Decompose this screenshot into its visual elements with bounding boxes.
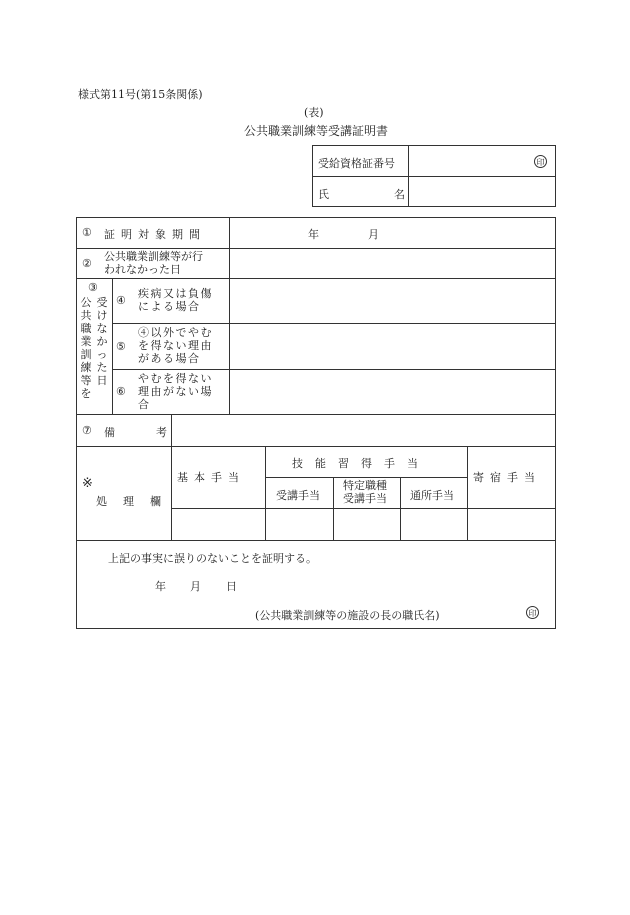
row-line: [76, 414, 556, 415]
group-char: 公: [80, 296, 92, 309]
row4-number: ④: [116, 294, 126, 307]
row1-month: 月: [368, 228, 379, 241]
row6-label-line1: やむを得ない: [138, 372, 213, 385]
skill-allowance-header: 技能習得手当: [292, 457, 430, 470]
group-char: 等: [80, 374, 92, 387]
footer-year: 年: [155, 580, 166, 593]
row5-label: [138, 326, 213, 365]
row2-label-line1: 公共職業訓練等が行: [104, 250, 203, 263]
row-line: [265, 477, 467, 478]
special-allowance-header: [343, 479, 387, 505]
group-char: 業: [80, 335, 92, 348]
group-char: 職: [80, 322, 92, 335]
name-label-left: 氏: [318, 188, 329, 201]
row1-year: 年: [308, 228, 319, 241]
processing-mark: ※: [82, 476, 93, 491]
row-line: [76, 446, 556, 447]
name-field[interactable]: [409, 178, 555, 206]
row4-label-line2: による場合: [138, 300, 201, 313]
row-line: [112, 323, 556, 324]
row-line: [76, 248, 556, 249]
group-col-left: [80, 296, 92, 400]
id-box-divider: [312, 176, 556, 177]
cert-number-label: 受給資格証番号: [318, 157, 395, 170]
document-title: 公共職業訓練等受講証明書: [244, 124, 389, 138]
seal-icon: 印: [526, 606, 539, 619]
row2-label-line2: われなかった日: [104, 263, 181, 276]
lodging-allowance-cell[interactable]: [469, 510, 555, 539]
row5-number: ⑤: [116, 340, 126, 353]
row5-label-line1: ④以外でやむ: [138, 326, 213, 339]
row5-label-line2: を得ない理由: [138, 339, 213, 352]
certification-statement: 上記の事実に誤りのないことを証明する。: [108, 552, 317, 565]
special-allowance-line2: 受講手当: [343, 492, 387, 505]
row1-number: ①: [82, 226, 92, 239]
justified-reason-field[interactable]: [231, 325, 555, 368]
group-char: け: [96, 309, 108, 322]
commute-allowance-cell[interactable]: [402, 510, 466, 539]
row5-label-line3: がある場合: [138, 352, 201, 365]
group-char: か: [96, 335, 108, 348]
footer-month: 月: [190, 580, 201, 593]
col-line: [229, 217, 230, 414]
row6-label: [138, 372, 213, 411]
lecture-allowance-cell[interactable]: [267, 510, 332, 539]
footer-day: 日: [226, 580, 237, 593]
col-line: [400, 477, 401, 540]
commute-allowance-header: 通所手当: [410, 489, 454, 502]
form-number: 様式第11号(第15条関係): [78, 88, 203, 101]
processing-label: 処理欄: [96, 495, 177, 508]
group-char: 日: [96, 374, 108, 387]
period-field[interactable]: [231, 219, 555, 247]
basic-allowance-cell[interactable]: [173, 510, 264, 539]
col-line: [333, 477, 334, 540]
row4-label: [138, 287, 213, 313]
row-line: [171, 508, 556, 509]
group-char: を: [80, 387, 92, 400]
group-char: な: [96, 322, 108, 335]
row2-label: [104, 250, 203, 276]
col-line: [112, 278, 113, 414]
special-allowance-line1: 特定職種: [343, 479, 387, 492]
no-training-days-field[interactable]: [231, 250, 555, 277]
row6-label-line3: 合: [138, 398, 151, 411]
group-char: 練: [80, 361, 92, 374]
row7-label-right: 考: [156, 426, 167, 439]
special-allowance-cell[interactable]: [335, 510, 399, 539]
name-label-right: 名: [394, 188, 405, 201]
col-line: [171, 414, 172, 540]
row4-label-line1: 疾病又は負傷: [138, 287, 213, 300]
col-line: [467, 446, 468, 540]
seal-icon: 印: [534, 155, 547, 168]
lodging-allowance-header: 寄宿手当: [473, 471, 541, 484]
row-line: [76, 278, 556, 279]
group-char: っ: [96, 348, 108, 361]
row6-number: ⑥: [116, 385, 126, 398]
side-indicator: (表): [304, 106, 324, 119]
group-char: 訓: [80, 348, 92, 361]
row2-number: ②: [82, 257, 92, 270]
signatory-label: (公共職業訓練等の施設の長の職氏名): [255, 609, 440, 622]
remarks-field[interactable]: [173, 416, 555, 445]
illness-field[interactable]: [231, 280, 555, 322]
col-line: [265, 446, 266, 540]
group-char: 受: [96, 296, 108, 309]
row1-label: 証明対象期間: [104, 228, 206, 241]
row7-label-left: 備: [104, 426, 115, 439]
row-line: [112, 369, 556, 370]
basic-allowance-header: 基本手当: [177, 471, 245, 484]
group-col-right: [96, 296, 108, 387]
unjustified-reason-field[interactable]: [231, 371, 555, 413]
row7-number: ⑦: [82, 424, 92, 437]
group-char: 共: [80, 309, 92, 322]
row6-label-line2: 理由がない場: [138, 385, 213, 398]
row-line: [76, 540, 556, 541]
group-number: ③: [88, 281, 98, 294]
group-char: た: [96, 361, 108, 374]
lecture-allowance-header: 受講手当: [276, 489, 320, 502]
